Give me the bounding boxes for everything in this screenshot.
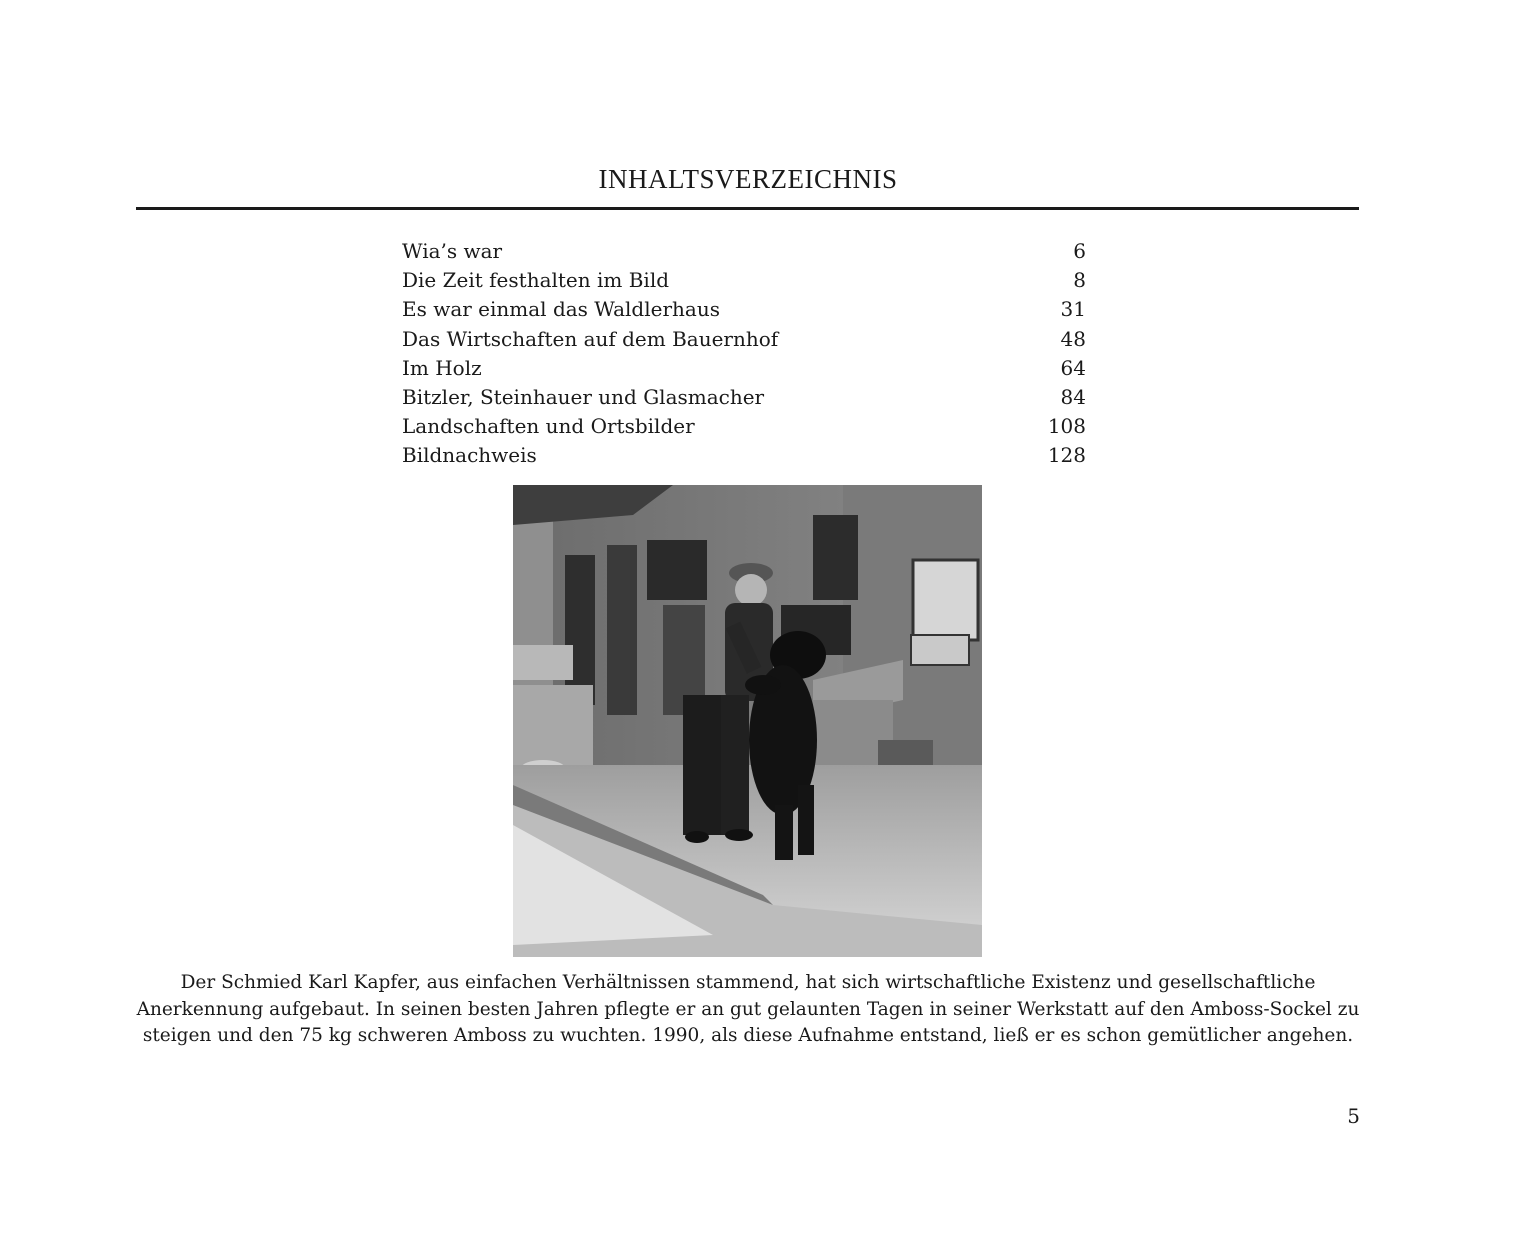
toc-entry [402,441,1086,470]
toc-entry [402,266,1086,295]
toc-entry-title: Die Zeit festhalten im Bild [402,268,670,293]
table-of-contents [402,237,1086,471]
toc-entry-title: Bitzler, Steinhauer und Glasmacher [402,384,765,409]
toc-entry [402,237,1086,266]
caption-line: Anerkennung aufgebaut. In seinen besten Jahren pflegte er an gut gelaunten Tagen in seiner Werkstatt auf den Amboss-Sockel zu [136,998,1360,1020]
toc-entry-title: Im Holz [402,355,482,380]
caption-line: steigen und den 75 kg schweren Amboss zu wuchten. 1990, als diese Aufnahme entstand, ließ er es schon gemütlicher angehen. [142,1025,1354,1046]
toc-entry-page: 84 [1060,384,1086,409]
toc-entry-page: 108 [1047,414,1086,439]
toc-entry [402,383,1086,412]
toc-entry [402,325,1086,354]
toc-entry [402,295,1086,324]
toc-entry [402,412,1086,441]
toc-entry-page: 48 [1060,326,1086,351]
toc-entry-title: Bildnachweis [402,443,537,468]
photo-caption [120,970,1376,1050]
title-divider [136,207,1359,210]
toc-entry-page: 64 [1060,355,1086,380]
page-number: 5 [1347,1104,1360,1128]
photograph-icon [513,485,982,957]
toc-entry-title: Landschaften und Ortsbilder [402,414,695,439]
toc-entry-title: Das Wirtschaften auf dem Bauernhof [402,326,779,351]
toc-entry-title: Wia’s war [402,239,503,263]
toc-entry-page: 8 [1073,268,1086,293]
caption-line: Der Schmied Karl Kapfer, aus einfachen Verhältnissen stammend, hat sich wirtschaftliche Existenz und gesellschaftliche [180,972,1316,993]
toc-entry-title: Es war einmal das Waldlerhaus [402,297,720,322]
toc-entry [402,354,1086,383]
toc-entry-page: 128 [1047,443,1086,468]
toc-entry-page: 31 [1060,297,1086,322]
toc-entry-page: 6 [1073,239,1086,263]
page-title: INHALTSVERZEICHNIS [598,164,898,194]
photograph [513,485,982,957]
